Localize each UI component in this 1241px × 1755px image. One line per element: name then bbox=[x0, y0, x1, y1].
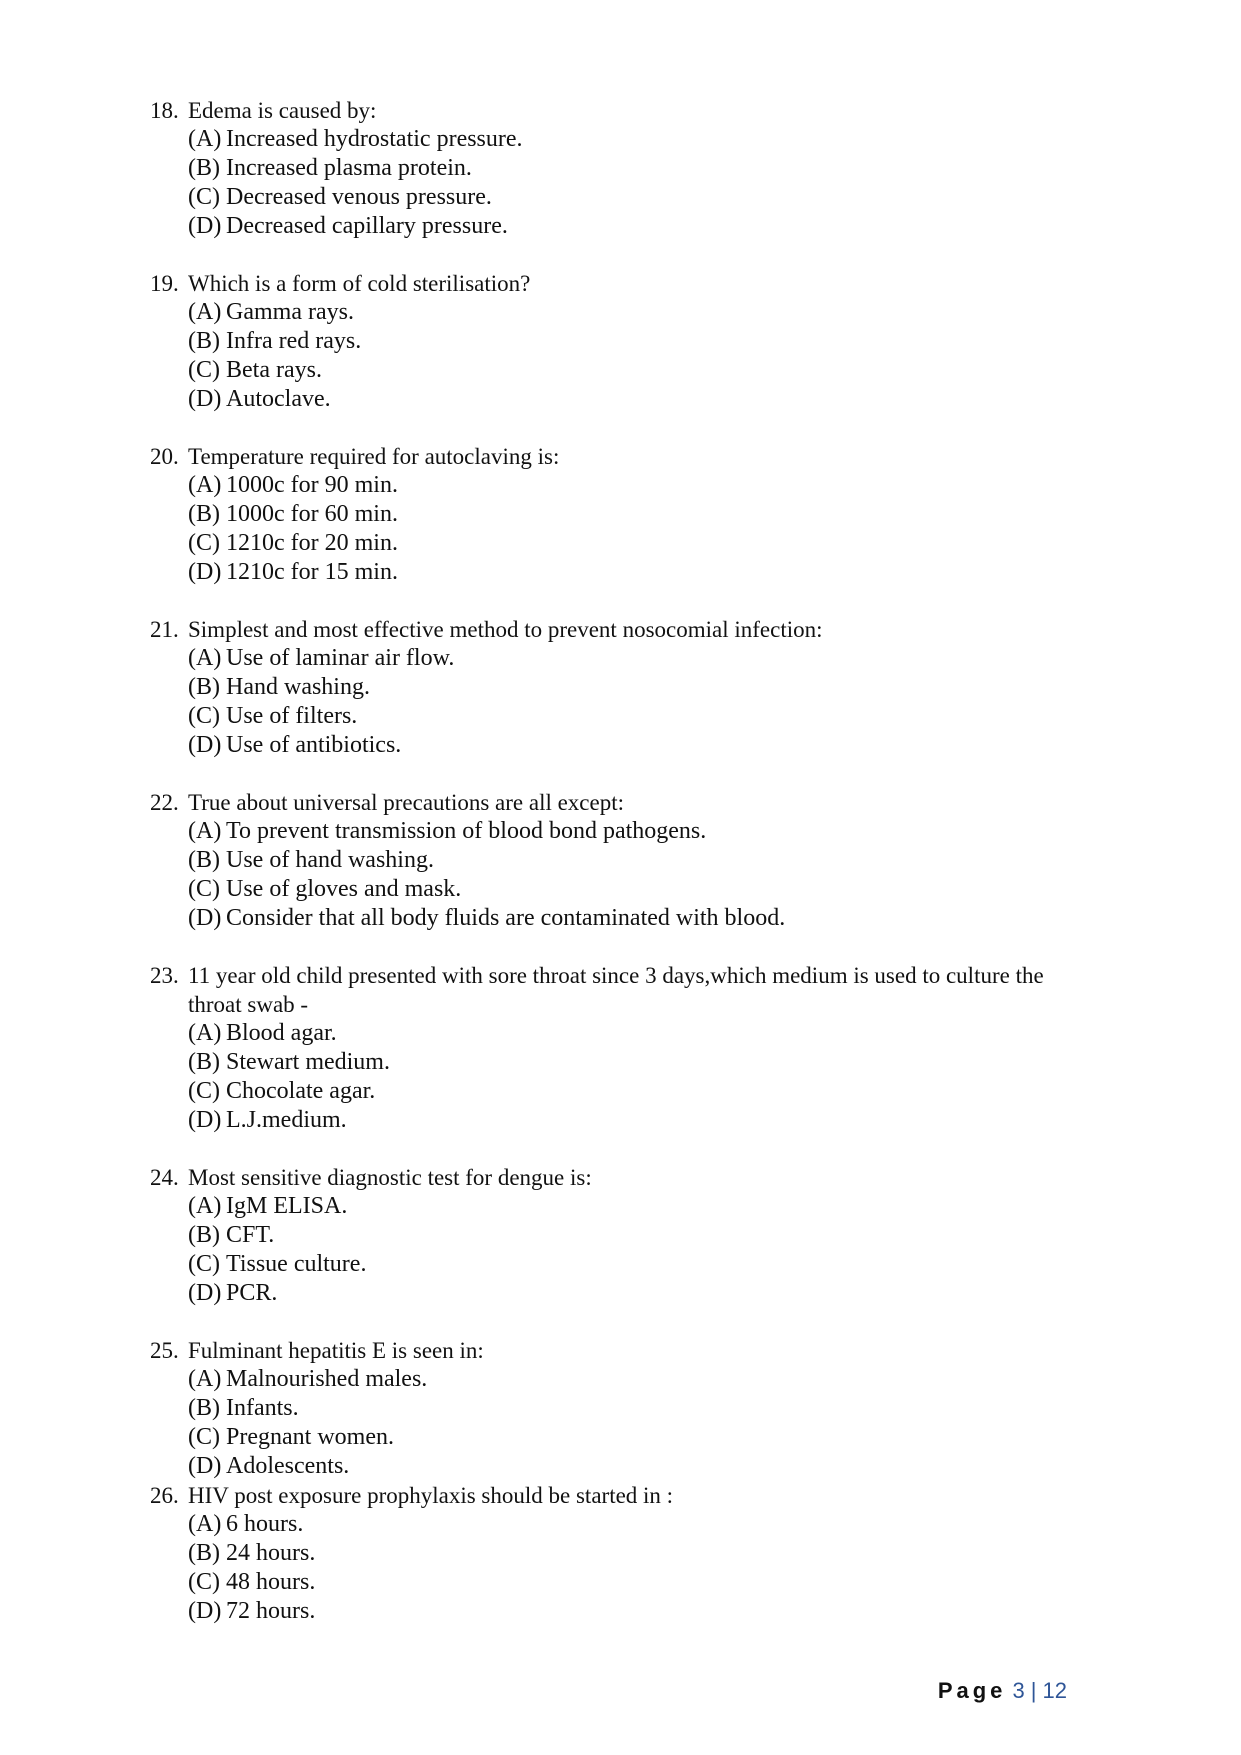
option-item bbox=[188, 327, 1090, 356]
option-letter: (D) bbox=[188, 1598, 222, 1624]
option-item bbox=[188, 702, 1090, 731]
option-text: Tissue culture. bbox=[226, 1251, 367, 1277]
option-item bbox=[188, 673, 1090, 702]
question-number: 19. bbox=[150, 271, 179, 296]
option-letter: (C) bbox=[188, 1251, 220, 1277]
option-item bbox=[188, 875, 1090, 904]
option-item bbox=[188, 385, 1090, 414]
option-letter: (A) bbox=[188, 472, 222, 498]
option-text: 1210c for 20 min. bbox=[226, 530, 398, 556]
option-list bbox=[188, 1192, 1090, 1308]
option-letter: (D) bbox=[188, 1280, 222, 1306]
option-text: Consider that all body fluids are contaminated with blood. bbox=[226, 905, 786, 931]
option-text: 48 hours. bbox=[226, 1569, 316, 1595]
option-text: IgM ELISA. bbox=[226, 1193, 348, 1219]
option-letter: (B) bbox=[188, 328, 220, 354]
option-item bbox=[188, 1250, 1090, 1279]
option-item bbox=[188, 731, 1090, 760]
option-item bbox=[188, 471, 1090, 500]
question-text: Simplest and most effective method to prevent nosocomial infection: bbox=[188, 617, 823, 642]
option-item bbox=[188, 558, 1090, 587]
option-item bbox=[188, 1019, 1090, 1048]
page-current: 3 bbox=[1012, 1678, 1025, 1703]
option-letter: (C) bbox=[188, 357, 220, 383]
question-text: Edema is caused by: bbox=[188, 98, 377, 123]
option-list bbox=[188, 644, 1090, 760]
option-letter: (A) bbox=[188, 1366, 222, 1392]
question-number: 22. bbox=[150, 790, 179, 815]
option-text: PCR. bbox=[226, 1280, 278, 1306]
question-number: 23. bbox=[150, 963, 179, 988]
option-item bbox=[188, 1510, 1090, 1539]
option-item bbox=[188, 1394, 1090, 1423]
option-letter: (C) bbox=[188, 876, 220, 902]
option-list bbox=[188, 471, 1090, 587]
option-item bbox=[188, 904, 1090, 933]
option-text: Decreased venous pressure. bbox=[226, 184, 492, 210]
option-text: Use of antibiotics. bbox=[226, 732, 402, 758]
question-text: True about universal precautions are all except: bbox=[188, 790, 625, 815]
option-item bbox=[188, 298, 1090, 327]
option-text: 24 hours. bbox=[226, 1540, 316, 1566]
question-stem bbox=[150, 1336, 1090, 1365]
option-text: 1000c for 60 min. bbox=[226, 501, 398, 527]
option-list bbox=[188, 817, 1090, 933]
question-number: 21. bbox=[150, 617, 179, 642]
page-separator: | bbox=[1030, 1678, 1037, 1703]
option-letter: (A) bbox=[188, 1020, 222, 1046]
question-text: Most sensitive diagnostic test for dengue is: bbox=[188, 1165, 592, 1190]
question-block bbox=[150, 615, 1090, 760]
question-stem bbox=[150, 269, 1090, 298]
option-item bbox=[188, 1452, 1090, 1481]
option-letter: (B) bbox=[188, 1222, 220, 1248]
option-text: Use of laminar air flow. bbox=[226, 645, 455, 671]
option-text: Pregnant women. bbox=[226, 1424, 394, 1450]
option-letter: (B) bbox=[188, 1395, 220, 1421]
option-text: Stewart medium. bbox=[226, 1049, 390, 1075]
option-list bbox=[188, 125, 1090, 241]
option-letter: (D) bbox=[188, 905, 222, 931]
question-number: 25. bbox=[150, 1338, 179, 1363]
option-letter: (C) bbox=[188, 1569, 220, 1595]
option-item bbox=[188, 1048, 1090, 1077]
option-list bbox=[188, 1510, 1090, 1626]
option-letter: (A) bbox=[188, 645, 222, 671]
option-list bbox=[188, 1019, 1090, 1135]
option-letter: (A) bbox=[188, 818, 222, 844]
question-block bbox=[150, 961, 1090, 1135]
option-item bbox=[188, 154, 1090, 183]
option-letter: (B) bbox=[188, 847, 220, 873]
question-block bbox=[150, 1336, 1090, 1481]
option-text: Infra red rays. bbox=[226, 328, 362, 354]
option-letter: (B) bbox=[188, 501, 220, 527]
question-number: 24. bbox=[150, 1165, 179, 1190]
question-stem bbox=[150, 442, 1090, 471]
question-stem bbox=[150, 788, 1090, 817]
question-number: 20. bbox=[150, 444, 179, 469]
question-stem bbox=[150, 961, 1090, 1019]
option-letter: (B) bbox=[188, 155, 220, 181]
option-text: L.J.medium. bbox=[226, 1107, 347, 1133]
option-item bbox=[188, 183, 1090, 212]
option-text: Beta rays. bbox=[226, 357, 322, 383]
option-text: To prevent transmission of blood bond pathogens. bbox=[226, 818, 707, 844]
question-text: HIV post exposure prophylaxis should be started in : bbox=[188, 1483, 674, 1508]
option-text: Infants. bbox=[226, 1395, 299, 1421]
option-item bbox=[188, 1279, 1090, 1308]
question-number: 18. bbox=[150, 98, 179, 123]
question-text: Temperature required for autoclaving is: bbox=[188, 444, 560, 469]
option-text: CFT. bbox=[226, 1222, 275, 1248]
option-text: Autoclave. bbox=[226, 386, 331, 412]
option-item bbox=[188, 125, 1090, 154]
page-footer bbox=[938, 1678, 1067, 1704]
option-text: 1210c for 15 min. bbox=[226, 559, 398, 585]
option-item bbox=[188, 1539, 1090, 1568]
option-letter: (C) bbox=[188, 1424, 220, 1450]
question-block bbox=[150, 442, 1090, 587]
option-text: Use of hand washing. bbox=[226, 847, 434, 873]
option-text: 6 hours. bbox=[226, 1511, 304, 1537]
option-letter: (C) bbox=[188, 703, 220, 729]
option-letter: (A) bbox=[188, 299, 222, 325]
question-text: Fulminant hepatitis E is seen in: bbox=[188, 1338, 484, 1363]
question-stem bbox=[150, 615, 1090, 644]
option-text: Chocolate agar. bbox=[226, 1078, 376, 1104]
option-letter: (D) bbox=[188, 559, 222, 585]
option-letter: (D) bbox=[188, 732, 222, 758]
option-letter: (D) bbox=[188, 1107, 222, 1133]
option-item bbox=[188, 1568, 1090, 1597]
question-text: Which is a form of cold sterilisation? bbox=[188, 271, 531, 296]
question-block bbox=[150, 1163, 1090, 1308]
option-item bbox=[188, 1077, 1090, 1106]
option-item bbox=[188, 1106, 1090, 1135]
question-block bbox=[150, 788, 1090, 933]
question-number: 26. bbox=[150, 1483, 179, 1508]
option-text: Malnourished males. bbox=[226, 1366, 428, 1392]
page-label: Page bbox=[937, 1678, 1007, 1703]
question-block bbox=[150, 269, 1090, 414]
option-letter: (C) bbox=[188, 184, 220, 210]
option-item bbox=[188, 846, 1090, 875]
question-stem bbox=[150, 1481, 1090, 1510]
question-stem bbox=[150, 96, 1090, 125]
option-item bbox=[188, 356, 1090, 385]
question-stem bbox=[150, 1163, 1090, 1192]
option-text: Blood agar. bbox=[226, 1020, 337, 1046]
option-letter: (C) bbox=[188, 1078, 220, 1104]
option-text: 1000c for 90 min. bbox=[226, 472, 398, 498]
option-item bbox=[188, 212, 1090, 241]
option-letter: (B) bbox=[188, 674, 220, 700]
option-item bbox=[188, 1597, 1090, 1626]
option-text: Use of gloves and mask. bbox=[226, 876, 462, 902]
option-item bbox=[188, 1192, 1090, 1221]
question-list bbox=[150, 96, 1090, 1654]
option-text: Hand washing. bbox=[226, 674, 370, 700]
option-text: Decreased capillary pressure. bbox=[226, 213, 508, 239]
option-letter: (C) bbox=[188, 530, 220, 556]
option-list bbox=[188, 298, 1090, 414]
option-text: Increased plasma protein. bbox=[226, 155, 472, 181]
option-letter: (D) bbox=[188, 213, 222, 239]
option-item bbox=[188, 1365, 1090, 1394]
question-text: 11 year old child presented with sore throat since 3 days,which medium is used to culture the throat swab - bbox=[188, 963, 1044, 1017]
option-item bbox=[188, 500, 1090, 529]
option-text: 72 hours. bbox=[226, 1598, 316, 1624]
option-letter: (A) bbox=[188, 1511, 222, 1537]
option-letter: (A) bbox=[188, 126, 222, 152]
option-text: Adolescents. bbox=[226, 1453, 350, 1479]
option-letter: (A) bbox=[188, 1193, 222, 1219]
option-item bbox=[188, 644, 1090, 673]
option-text: Use of filters. bbox=[226, 703, 358, 729]
option-item bbox=[188, 817, 1090, 846]
option-letter: (D) bbox=[188, 1453, 222, 1479]
question-block bbox=[150, 96, 1090, 241]
page-total: 12 bbox=[1042, 1678, 1067, 1703]
option-text: Increased hydrostatic pressure. bbox=[226, 126, 523, 152]
option-item bbox=[188, 1221, 1090, 1250]
option-item bbox=[188, 1423, 1090, 1452]
option-letter: (B) bbox=[188, 1049, 220, 1075]
option-letter: (B) bbox=[188, 1540, 220, 1566]
option-text: Gamma rays. bbox=[226, 299, 354, 325]
option-list bbox=[188, 1365, 1090, 1481]
option-letter: (D) bbox=[188, 386, 222, 412]
question-block bbox=[150, 1481, 1090, 1626]
option-item bbox=[188, 529, 1090, 558]
